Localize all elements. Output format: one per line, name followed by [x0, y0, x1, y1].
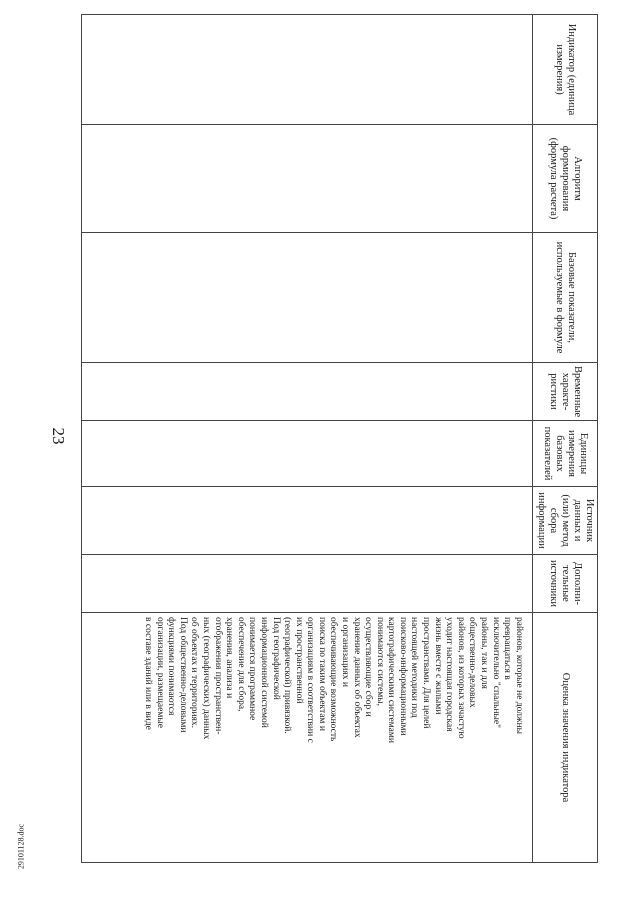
header-additional-sources: Дополни-тельные источники: [532, 555, 597, 613]
header-algorithm: Алгоритм формирования (формула расчета): [532, 125, 597, 233]
header-units: Единицы измерения базовых показателей: [532, 421, 597, 487]
cell-assessment: [81, 613, 532, 863]
cell-algorithm: [81, 125, 532, 233]
header-data-source: Источник данных и (или) метод сбора информации: [532, 487, 597, 555]
cell-units: [81, 421, 532, 487]
assessment-line: хранения, анализа и: [224, 617, 235, 699]
assessment-line: понимается программное: [247, 617, 258, 721]
table-area: [78, 14, 598, 862]
assessment-line: информационной системой: [258, 617, 269, 728]
assessment-line: понимаются системы,: [374, 617, 385, 707]
assessment-line: (географической) привязкой.: [282, 617, 293, 734]
assessment-line: картографическими системами: [386, 617, 397, 743]
assessment-line: жизнь вместе с жилыми: [432, 617, 443, 715]
table-row: [81, 15, 532, 863]
indicator-table: [81, 14, 598, 863]
assessment-line: районов, из которых зачастую: [455, 617, 466, 739]
header-time-characteristics: Временные характе-ристики: [532, 363, 597, 421]
assessment-line: организациям в соответствии с: [305, 617, 316, 743]
assessment-line: Под общественно-деловыми: [177, 617, 188, 733]
cell-additional-sources: [81, 555, 532, 613]
cell-indicator: [81, 15, 532, 125]
assessment-line: об объектах и территориях.: [189, 617, 200, 729]
header-indicator: Индикатор (единица измерения): [532, 15, 597, 125]
assessment-line: и организациях и: [340, 617, 351, 687]
rotated-table-container: [78, 14, 598, 862]
assessment-line: обеспечивающие возможность: [328, 617, 339, 742]
assessment-line: исключительно "спальные": [490, 617, 501, 729]
assessment-line: в составе зданий или в виде: [143, 617, 154, 730]
assessment-line: Под географической: [270, 617, 281, 700]
cell-base-indicators: [81, 233, 532, 363]
assessment-line: функциями понимаются: [166, 617, 177, 716]
page-number: 23: [49, 427, 68, 445]
header-assessment: Оценка значения индикатора: [532, 613, 597, 863]
assessment-line: поиска по таким объектам и: [316, 617, 327, 731]
assessment-line: уходит настоящая городская: [444, 617, 455, 732]
assessment-line: превращаться в: [502, 617, 513, 680]
assessment-line: поисково-информационными: [397, 617, 408, 736]
assessment-line: отображения пространствен-: [212, 617, 223, 735]
assessment-line: районов, которые не должны: [513, 617, 524, 735]
assessment-line: хранение данных об объектах: [351, 617, 362, 738]
table-header-row: [532, 15, 597, 863]
cell-data-source: [81, 487, 532, 555]
assessment-line: осуществляющие сбор и: [363, 617, 374, 717]
assessment-line: обеспечение для сбора,: [235, 617, 246, 712]
cell-time-characteristics: [81, 363, 532, 421]
doc-filename: 29101128.doc: [16, 823, 26, 870]
assessment-line: организации, размещаемые: [154, 617, 165, 728]
assessment-line: пространствами. Для целей: [421, 617, 432, 729]
assessment-line: ных (географических) данных: [201, 617, 212, 740]
assessment-line: общественно-деловых: [467, 617, 478, 708]
assessment-line: их пространственной: [293, 617, 304, 704]
assessment-line: районы, так и для: [478, 617, 489, 689]
assessment-line: настоящей методики под: [409, 617, 420, 718]
header-base-indicators: Базовые показатели, используемые в формуле: [532, 233, 597, 363]
